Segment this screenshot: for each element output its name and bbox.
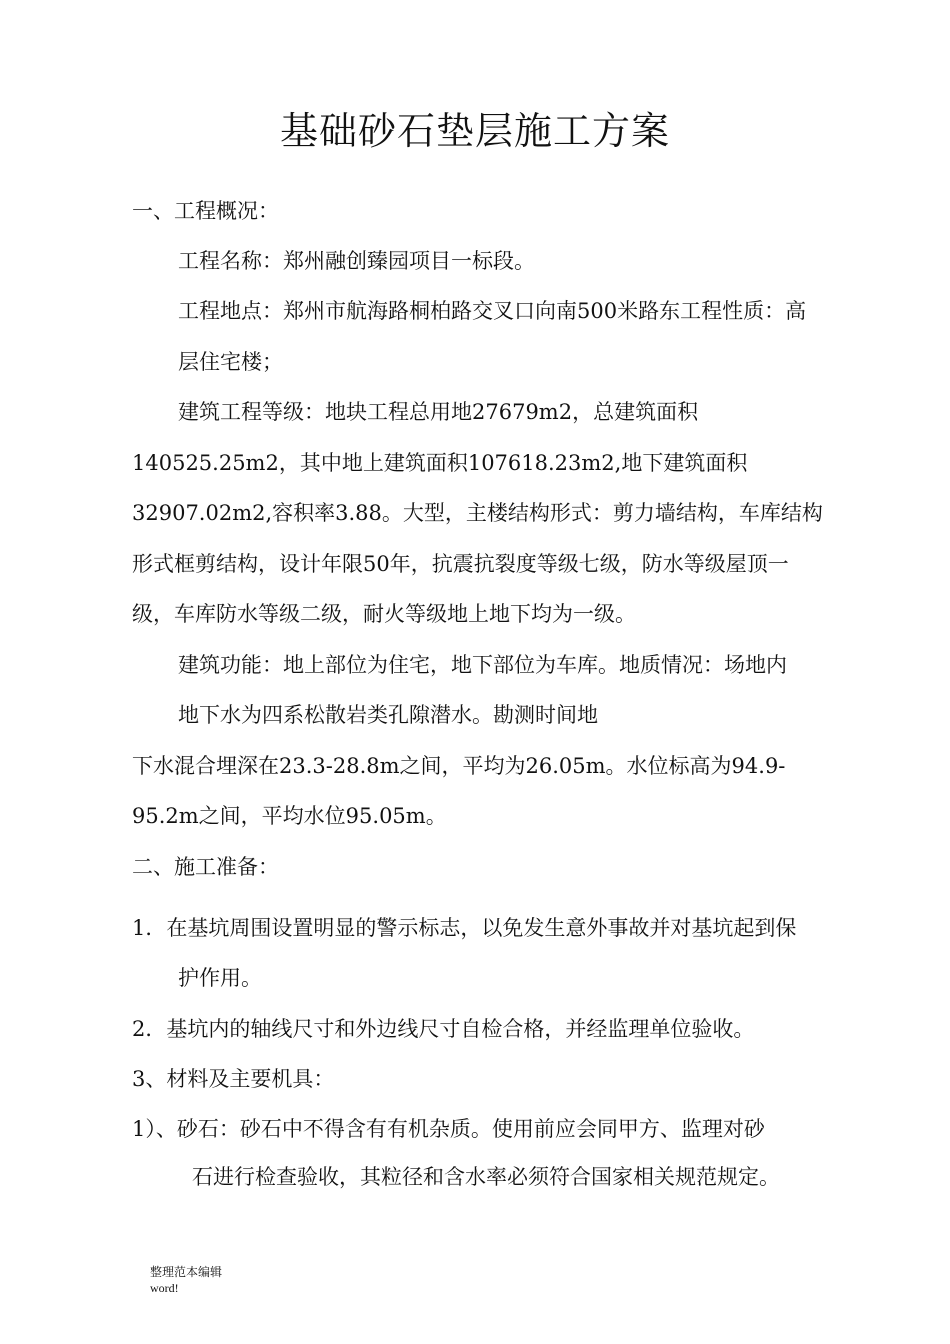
materials-heading: 3、材料及主要机具： <box>132 1067 335 1091</box>
groundwater-level-line: 95.2m之间，平均水位95.05m。 <box>132 804 447 828</box>
prep-item-2: 2．基坑内的轴线尺寸和外边线尺寸自检合格，并经监理单位验收。 <box>132 1017 755 1041</box>
building-grade-line-2: 140525.25m2，其中地上建筑面积107618.23m2,地下建筑面积 <box>132 451 748 475</box>
project-name-line: 工程名称：郑州融创臻园项目一标段。 <box>178 249 535 273</box>
building-grade-line-5: 级，车库防水等级二级，耐火等级地上地下均为一级。 <box>132 602 636 626</box>
groundwater-depth-line: 下水混合埋深在23.3-28.8m之间，平均为26.05m。水位标高为94.9- <box>132 754 786 778</box>
material-item-1: 1）、砂石：砂石中不得含有有机杂质。使用前应会同甲方、监理对砂 <box>132 1117 765 1141</box>
footer-line-2: word! <box>150 1281 179 1295</box>
section-heading-preparation: 二、施工准备： <box>132 855 279 879</box>
document-title: 基础砂石垫层施工方案 <box>279 109 670 153</box>
project-location-line-cont: 层住宅楼； <box>178 350 283 374</box>
section-heading-overview: 一、工程概况： <box>132 199 279 223</box>
project-location-line: 工程地点：郑州市航海路桐柏路交叉口向南500米路东工程性质：高 <box>178 299 807 323</box>
groundwater-line: 地下水为四系松散岩类孔隙潜水。勘测时间地 <box>178 703 598 727</box>
building-grade-line-3: 32907.02m2,容积率3.88。大型，主楼结构形式：剪力墙结构，车库结构 <box>132 501 823 525</box>
building-grade-line: 建筑工程等级：地块工程总用地27679m2，总建筑面积 <box>178 400 699 424</box>
material-item-1-cont: 石进行检查验收，其粒径和含水率必须符合国家相关规范规定。 <box>192 1165 780 1189</box>
footer-line-1: 整理范本编辑 <box>150 1265 223 1279</box>
building-grade-line-4: 形式框剪结构，设计年限50年，抗震抗裂度等级七级，防水等级屋顶一 <box>132 552 789 576</box>
footer-note <box>150 1264 222 1296</box>
prep-item-1-cont: 护作用。 <box>178 966 262 990</box>
building-function-line: 建筑功能：地上部位为住宅，地下部位为车库。地质情况：场地内 <box>178 653 787 677</box>
prep-item-1: 1．在基坑周围设置明显的警示标志，以免发生意外事故并对基坑起到保 <box>132 916 797 940</box>
